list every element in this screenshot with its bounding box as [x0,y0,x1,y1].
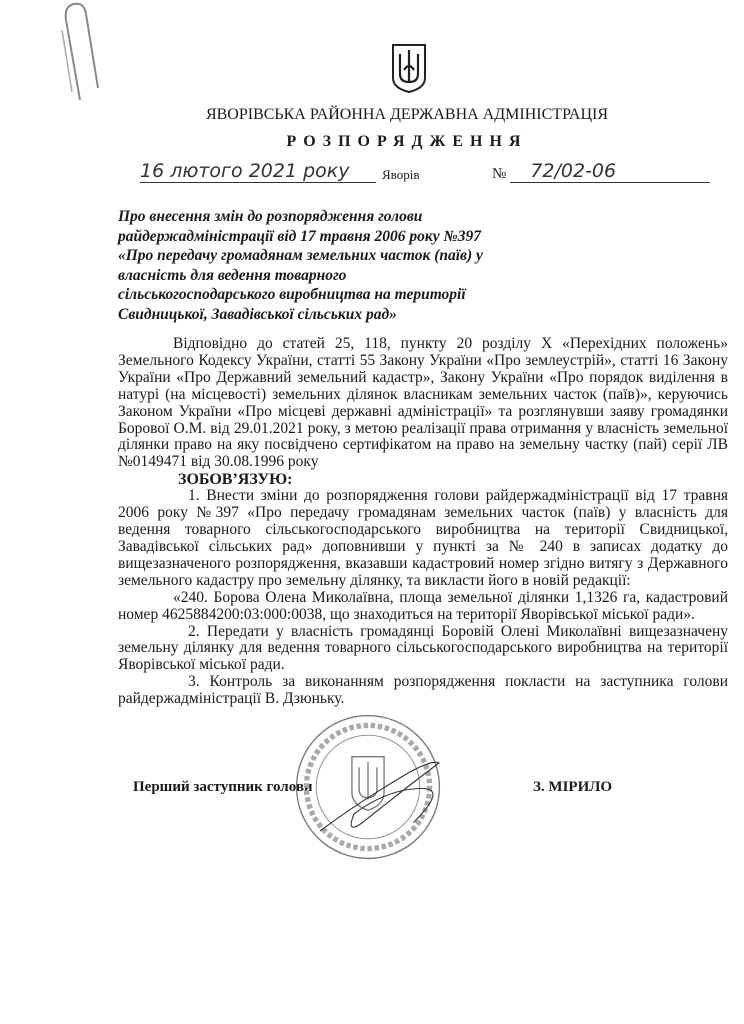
signature-block [133,712,728,862]
date-number-line [140,160,710,183]
document-city: Яворів [382,167,420,182]
document-number: 72/02-06 [510,160,710,183]
item-3: 3. Контроль за виконанням розпорядження покласти на заступника голови райдержадміністрації В. Дзюньку. [118,673,728,708]
trident-emblem-icon [390,42,428,94]
paperclip-icon [52,0,102,110]
stamp-and-signature [293,712,463,862]
number-label: № [492,166,507,182]
document-subject: Про внесення змін до розпорядження голови райдержадміністрації від 17 травня 2006 року №397 «Про передачу громадянам земельних часток (паїв) у власність для ведення товарного сільськогосподарського виробництва на території Свидницької, Завадівської сільських рад» [118,208,483,323]
oblige-heading: ЗОБОВ’ЯЗУЮ: [178,471,293,489]
document-date: 16 лютого 2021 року [140,160,376,183]
signatory-title: Перший заступник голови [133,778,313,795]
signatory-name: З. МІРИЛО [533,778,613,795]
organization-name: ЯВОРІВСЬКА РАЙОННА ДЕРЖАВНА АДМІНІСТРАЦІЯ [205,106,609,123]
handwritten-signature [303,752,473,842]
item-1-quote: «240. Борова Олена Миколаївна, площа земельної ділянки 1,1326 га, кадастровий номер 4625884200:03:000:0038, що знаходиться на території Яворівської міської ради». [118,588,728,623]
item-1: 1. Внести зміни до розпорядження голови райдержадміністрації від 17 травня 2006 року №397 «Про передачу громадянам земельних часток (паїв) у власність для ведення товарного сільськогосподарського виробництва на території Свидницької, Завадівської сільських рад» доповнивши у пункті за № 240 в записах додатку до вищезазначеного розпорядження, вказавши кадастровий номер згідно витягу з Державного земельного кадастру про земельну ділянку, та викласти його в новій редакції: [118,487,728,589]
document-body [118,207,728,862]
document-type: РОЗПОРЯДЖЕННЯ [286,133,528,150]
item-2: 2. Передати у власність громадянці Боровій Олені Миколаївні вищезазначену земельну ділянку для ведення товарного сільськогосподарського виробництва на території Яворівської міської ради. [118,622,728,674]
preamble-paragraph: Відповідно до статей 25, 118, пункту 20 розділу X «Перехідних положень» Земельного Кодексу України, статті 55 Закону України «Про землеустрій», статті 16 Закону України «Про Державний земельний кадастр», Закону України «Про порядок виділення в натурі (на місцевості) земельних ділянок власникам земельних часток (паїв)», керуючись Законом України «Про місцеві державні адміністрації» та розглянувши заяву громадянки Борової О.М. від 29.01.2021 року, з метою реалізації права отримання у власність земельної ділянки право на яку посвідчено сертифікатом на право на земельну частку (пай) серії ЛВ №0149471 від 30.08.1996 року [118,335,728,471]
